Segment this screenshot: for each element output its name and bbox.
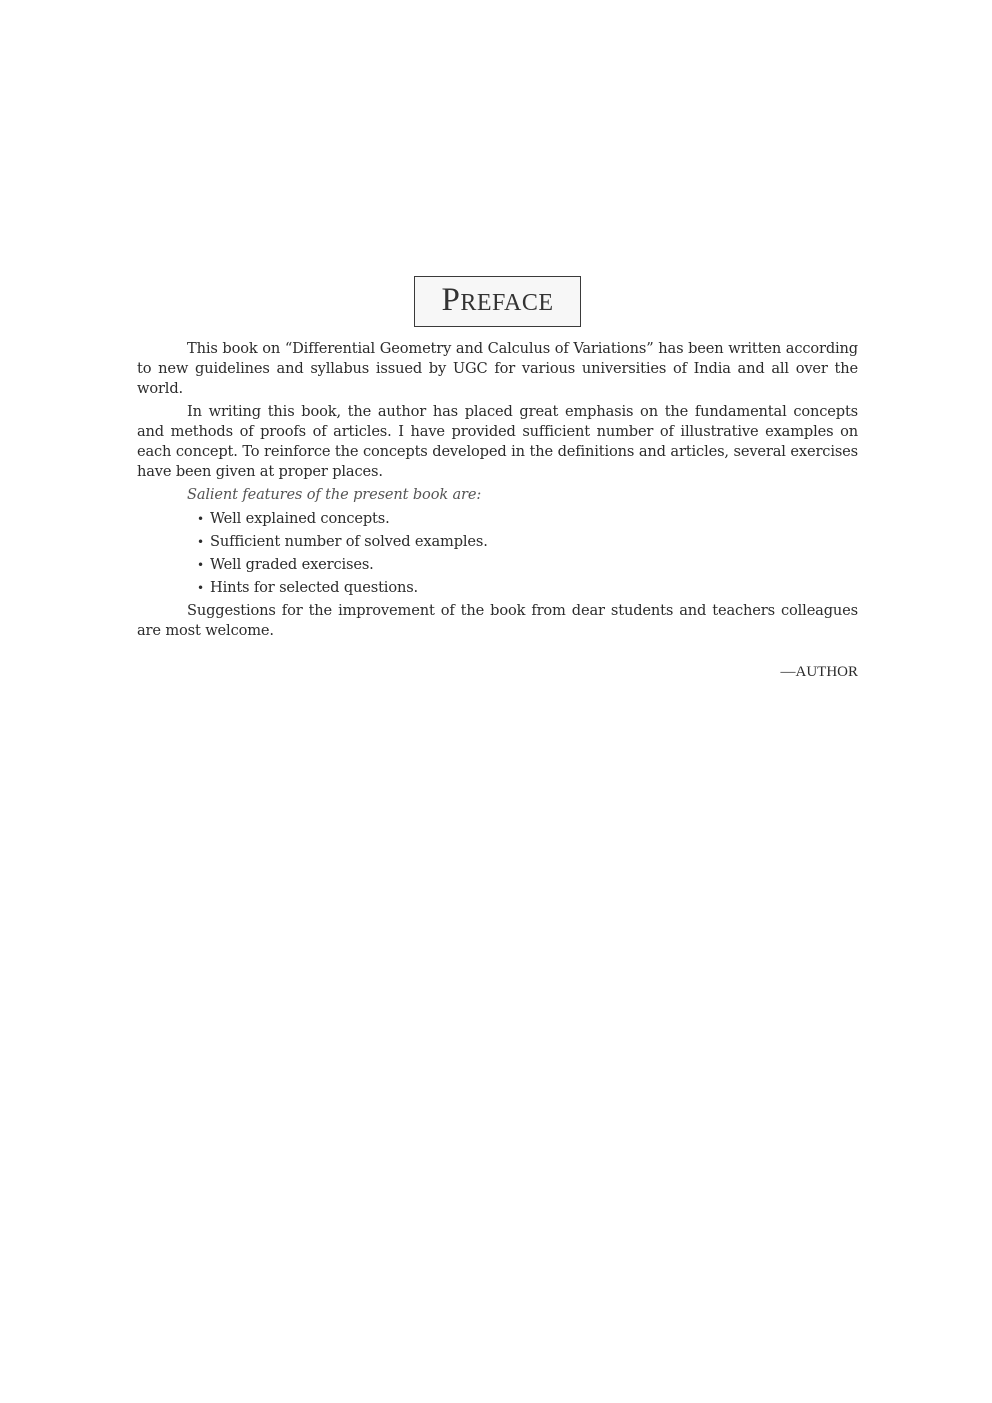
features-list	[137, 509, 858, 598]
feature-text: Well graded exercises.	[210, 556, 374, 573]
paragraph-intro: This book on “Differential Geometry and Calculus of Variations” has been written according to new guidelines and syllabus issued by UGC for various universities of India and all over the world.	[137, 340, 858, 397]
bullet-icon: •	[197, 581, 204, 595]
title-wrapper	[137, 276, 858, 327]
feature-text: Hints for selected questions.	[210, 579, 419, 596]
paragraph-emphasis: In writing this book, the author has placed great emphasis on the fundamental concepts and methods of proofs of articles. I have provided sufficient number of illustrative examples on each concept. To reinforce the concepts developed in the definitions and articles, several exercises have been given at proper places.	[137, 403, 858, 480]
feature-text: Sufficient number of solved examples.	[210, 533, 488, 550]
title-rest: REFACE	[460, 290, 554, 316]
feature-item	[197, 555, 858, 575]
feature-item	[197, 532, 858, 552]
bullet-icon: •	[197, 558, 204, 572]
feature-item	[197, 578, 858, 598]
title-first-letter: P	[441, 282, 461, 318]
bullet-icon: •	[197, 535, 204, 549]
author-signature: —AUTHOR	[780, 664, 858, 680]
preface-page	[137, 276, 858, 681]
paragraph-closing: Suggestions for the improvement of the book from dear students and teachers colleagues are most welcome.	[137, 602, 858, 639]
bullet-icon: •	[197, 512, 204, 526]
features-intro: Salient features of the present book are:	[187, 486, 482, 503]
feature-text: Well explained concepts.	[210, 510, 390, 527]
feature-item	[197, 509, 858, 529]
page-title	[414, 276, 580, 327]
